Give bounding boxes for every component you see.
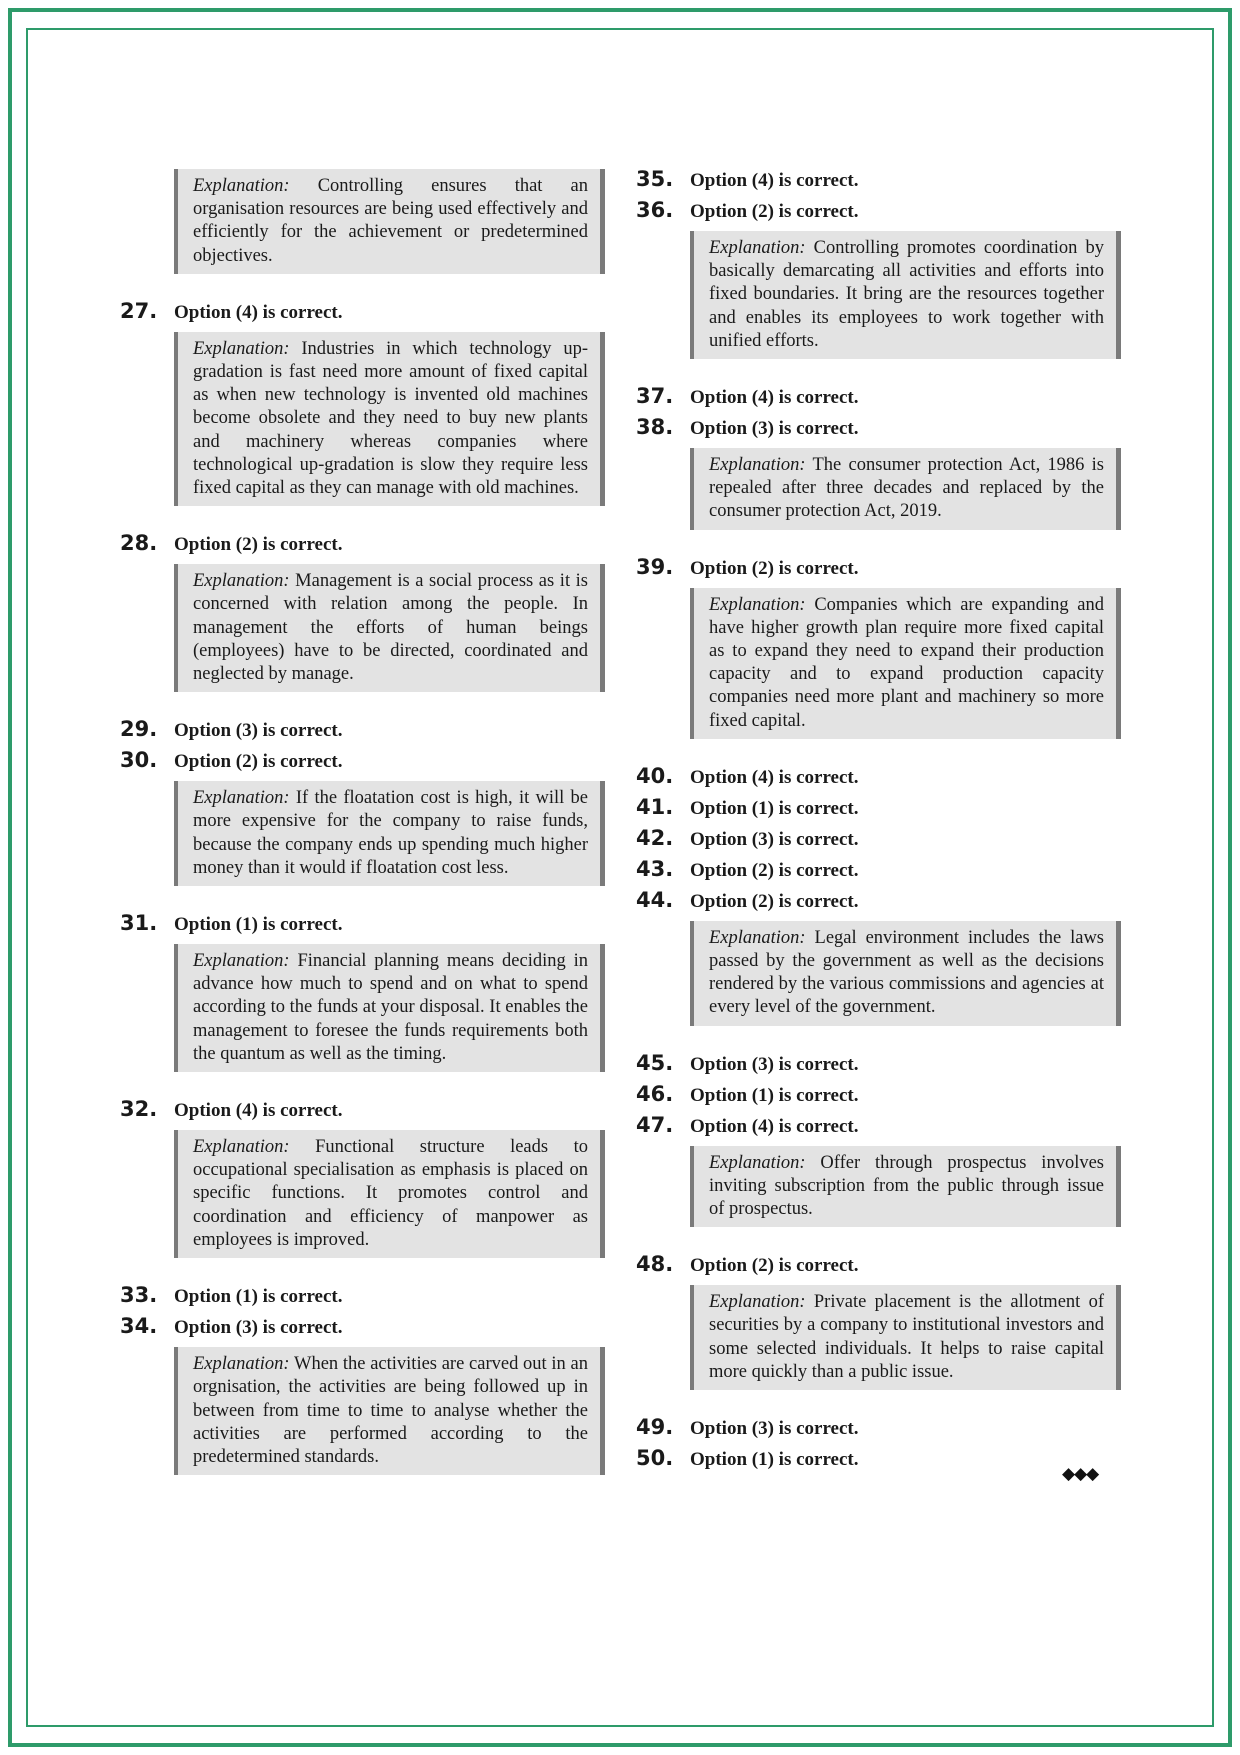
answer-text: Option (3) is correct. bbox=[690, 828, 859, 850]
question-number: 46. bbox=[636, 1081, 674, 1106]
answer-row bbox=[636, 166, 1121, 197]
question-number: 37. bbox=[636, 384, 674, 409]
question-number: 31. bbox=[120, 911, 158, 936]
answer-row bbox=[120, 298, 605, 329]
explanation-box bbox=[690, 1146, 1121, 1228]
answer-row bbox=[636, 1050, 1121, 1081]
explanation-box bbox=[174, 1347, 605, 1475]
answer-text: Option (1) is correct. bbox=[174, 1286, 343, 1308]
answer-text: Option (1) is correct. bbox=[690, 1084, 859, 1106]
answer-text: Option (3) is correct. bbox=[690, 1053, 859, 1075]
explanation-label: Explanation: bbox=[193, 788, 290, 809]
explanation-label: Explanation: bbox=[709, 238, 806, 258]
explanation-box bbox=[690, 448, 1121, 530]
question-number: 47. bbox=[636, 1112, 674, 1137]
answer-row bbox=[636, 1112, 1121, 1143]
explanation-text: When the activities are carved out in an orgnisation, the activities are being followed up in between from time to time to analyse whether the activities are performed according to the predetermined standards. bbox=[193, 1354, 588, 1467]
question-number: 35. bbox=[636, 167, 674, 191]
explanation-text: Companies which are expanding and have higher growth plan require more fixed capital as to expand they need to expand their production capacity and to expand production capacity companies need more plant and machinery so more fixed capital. bbox=[709, 594, 1104, 731]
question-number: 41. bbox=[636, 794, 674, 819]
explanation-label: Explanation: bbox=[709, 1152, 806, 1173]
answer-row bbox=[636, 887, 1121, 918]
question-number: 34. bbox=[120, 1314, 158, 1339]
explanation-box bbox=[690, 588, 1121, 739]
question-number: 49. bbox=[636, 1415, 674, 1440]
explanation-label: Explanation: bbox=[709, 927, 806, 948]
explanation-text: Management is a social process as it is concerned with relation among the people. In management the efforts of human beings (employees) have to be directed, coordinated and neglected by manage. bbox=[193, 571, 588, 685]
explanation-box bbox=[690, 1285, 1121, 1390]
answer-row bbox=[636, 554, 1121, 585]
answer-row bbox=[636, 763, 1121, 794]
answer-row bbox=[636, 197, 1121, 228]
answer-row bbox=[636, 825, 1121, 856]
explanation-label: Explanation: bbox=[193, 176, 290, 196]
answer-row bbox=[636, 383, 1121, 414]
explanation-box bbox=[174, 1130, 605, 1258]
explanation-label: Explanation: bbox=[709, 594, 806, 615]
answer-text: Option (2) is correct. bbox=[690, 557, 859, 579]
question-number: 44. bbox=[636, 887, 674, 912]
question-number: 42. bbox=[636, 825, 674, 850]
explanation-box bbox=[174, 332, 605, 506]
question-number: 30. bbox=[120, 748, 158, 773]
right-column bbox=[636, 166, 1121, 1476]
explanation-label: Explanation: bbox=[709, 1292, 806, 1313]
explanation-text: Controlling promotes coordination by basically demarcating all activities and efforts into fixed boundaries. It bring are the resources together and enables its employees to work together with unified efforts. bbox=[709, 238, 1104, 351]
explanation-text: Industries in which technology up-gradation is fast need more amount of fixed capital as when new technology is invented old machines become obsolete and they need to buy new plants and machinery whereas companies where technological up-gradation is slow they require less fixed capital as they can manage with old machines. bbox=[193, 338, 588, 499]
explanation-text: Legal environment includes the laws passed by the government as well as the decisions rendered by the various commissions and agencies at every level of the government. bbox=[709, 927, 1105, 1018]
answer-row bbox=[120, 910, 605, 941]
answer-text: Option (4) is correct. bbox=[690, 387, 859, 409]
explanation-label: Explanation: bbox=[193, 571, 290, 592]
answer-text: Option (3) is correct. bbox=[690, 418, 859, 440]
question-number: 40. bbox=[636, 763, 674, 788]
answer-text: Option (1) is correct. bbox=[690, 1449, 859, 1471]
explanation-box bbox=[690, 921, 1121, 1026]
explanation-text: Controlling ensures that an organisation resources are being used effectively and efficiently for the achievement or predetermined objectives. bbox=[193, 176, 589, 266]
answer-row bbox=[120, 747, 605, 778]
answer-text: Option (2) is correct. bbox=[174, 534, 343, 556]
question-number: 48. bbox=[636, 1252, 674, 1277]
answer-text: Option (3) is correct. bbox=[174, 1317, 343, 1339]
question-number: 39. bbox=[636, 554, 674, 579]
answer-row bbox=[636, 1445, 1121, 1476]
answer-text: Option (2) is correct. bbox=[690, 859, 859, 881]
end-of-section-mark: ◆◆◆ bbox=[1062, 1464, 1099, 1484]
question-number: 29. bbox=[120, 717, 158, 742]
question-number: 38. bbox=[636, 415, 674, 440]
answer-text: Option (4) is correct. bbox=[690, 170, 859, 191]
answer-text: Option (1) is correct. bbox=[174, 914, 343, 936]
explanation-box bbox=[690, 231, 1121, 359]
answer-text: Option (2) is correct. bbox=[690, 201, 859, 222]
answer-text: Option (2) is correct. bbox=[690, 890, 859, 912]
answer-text: Option (4) is correct. bbox=[174, 1100, 343, 1122]
answer-row bbox=[636, 414, 1121, 445]
question-number: 50. bbox=[636, 1446, 674, 1471]
explanation-label: Explanation: bbox=[193, 1137, 290, 1158]
answer-text: Option (2) is correct. bbox=[690, 1255, 859, 1277]
explanation-box bbox=[174, 169, 605, 274]
answer-row bbox=[636, 1081, 1121, 1112]
explanation-label: Explanation: bbox=[193, 338, 290, 359]
question-number: 36. bbox=[636, 198, 674, 222]
explanation-text: Offer through prospectus involves inviting subscription from the public through issue of prospectus. bbox=[709, 1152, 1104, 1220]
answer-text: Option (3) is correct. bbox=[174, 720, 343, 742]
answer-text: Option (3) is correct. bbox=[690, 1418, 859, 1440]
question-number: 43. bbox=[636, 856, 674, 881]
answer-text: Option (4) is correct. bbox=[690, 766, 859, 788]
answer-text: Option (1) is correct. bbox=[690, 797, 859, 819]
question-number: 45. bbox=[636, 1050, 674, 1075]
answer-text: Option (2) is correct. bbox=[174, 751, 343, 773]
answer-text: Option (4) is correct. bbox=[690, 1115, 859, 1137]
answer-row bbox=[120, 530, 605, 561]
answer-row bbox=[120, 1313, 605, 1344]
explanation-text: If the floatation cost is high, it will be more expensive for the company to raise funds, because the company ends up spending much higher money than it would if floatation cost less. bbox=[193, 788, 589, 878]
explanation-text: Financial planning means deciding in advance how much to spend and on what to spend according to the funds at your disposal. It enables the management to foresee the funds requirements both the quantum as well as the timing. bbox=[193, 951, 589, 1064]
explanation-label: Explanation: bbox=[193, 951, 290, 972]
answer-row bbox=[636, 794, 1121, 825]
answer-row bbox=[120, 1282, 605, 1313]
question-number: 32. bbox=[120, 1097, 158, 1122]
explanation-box bbox=[174, 781, 605, 886]
answer-row bbox=[636, 856, 1121, 887]
left-column bbox=[120, 166, 605, 1499]
answer-row bbox=[636, 1251, 1121, 1282]
answer-row bbox=[636, 1414, 1121, 1445]
answer-row bbox=[120, 716, 605, 747]
answer-text: Option (4) is correct. bbox=[174, 301, 343, 323]
explanation-label: Explanation: bbox=[193, 1354, 290, 1375]
explanation-box bbox=[174, 564, 605, 692]
question-number: 28. bbox=[120, 531, 158, 556]
explanation-label: Explanation: bbox=[709, 455, 806, 476]
answer-row bbox=[120, 1096, 605, 1127]
explanation-text: Functional structure leads to occupational specialisation as emphasis is placed on specific functions. It promotes control and coordination and efficiency of manpower as employees is improved. bbox=[193, 1137, 589, 1250]
explanation-text: The consumer protection Act, 1986 is repealed after three decades and replaced by the consumer protection Act, 2019. bbox=[709, 455, 1105, 522]
explanation-box bbox=[174, 944, 605, 1072]
explanation-text: Private placement is the allotment of securities by a company to institutional investors and some selected individuals. It helps to raise capital more quickly than a public issue. bbox=[709, 1292, 1105, 1382]
question-number: 27. bbox=[120, 298, 158, 323]
question-number: 33. bbox=[120, 1283, 158, 1308]
